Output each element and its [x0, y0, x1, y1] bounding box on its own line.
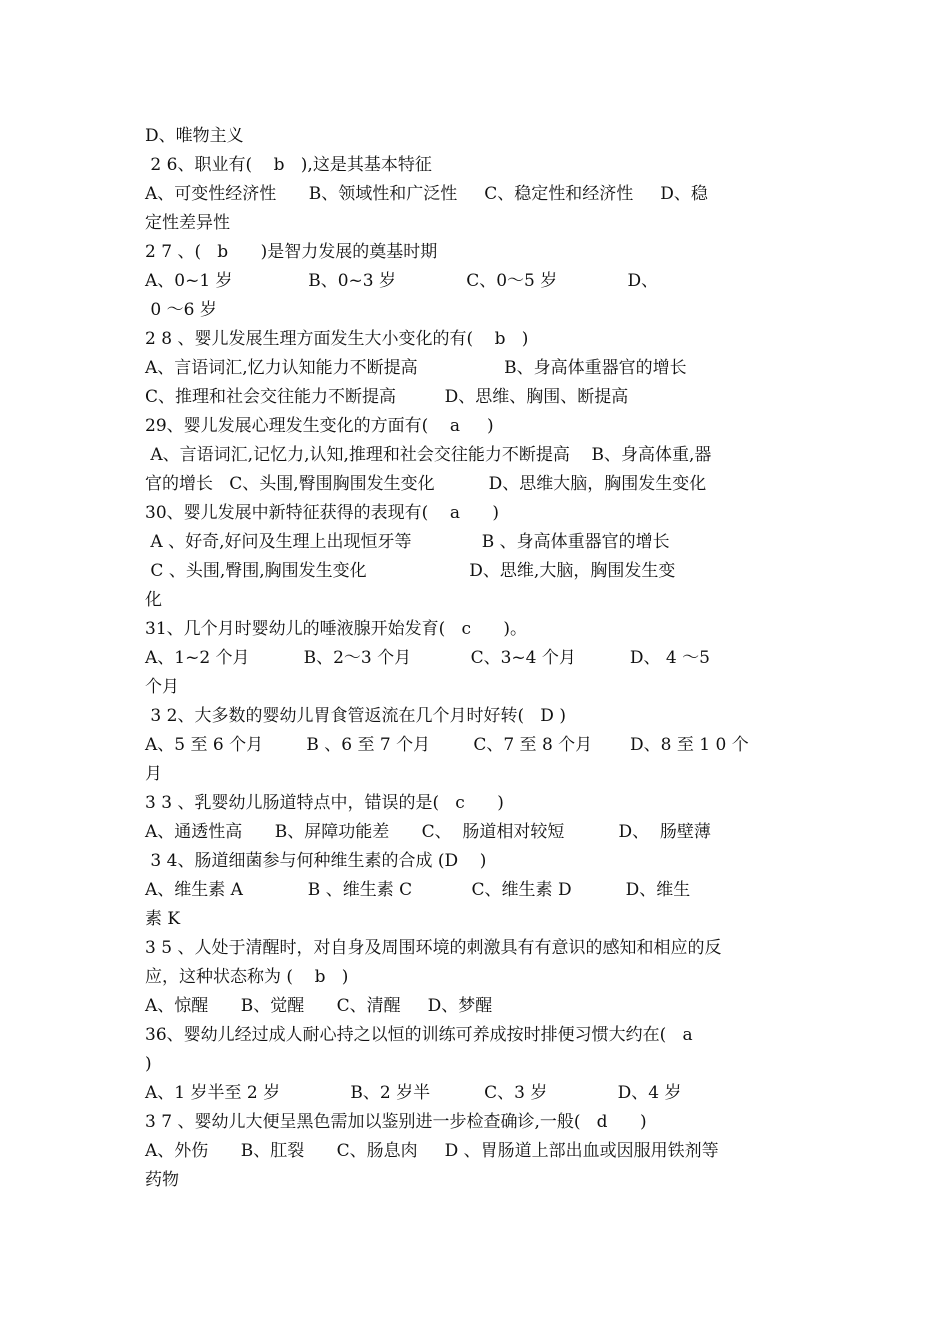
text-line: A、言语词汇,忆力认知能力不断提高 B、身高体重器官的增长 [145, 358, 687, 378]
text-line: A、5 至 6 个月 B 、6 至 7 个月 C、7 至 8 个月 D、8 至 1 0 个 [145, 735, 749, 755]
text-line: C 、头围,臀围,胸围发生变化 D、思维,大脑，胸围发生变 [145, 561, 676, 581]
text-line: 3 3 、乳婴幼儿肠道特点中，错误的是( c ) [145, 793, 504, 813]
text-line: A、0~1 岁 B、0~3 岁 C、0～5 岁 D、 [145, 271, 659, 291]
text-line: 3 4、肠道细菌参与何种维生素的合成 (D ) [145, 851, 487, 871]
text-line: A 、好奇,好问及生理上出现恒牙等 B 、身高体重器官的增长 [145, 532, 670, 552]
text-line: 应，这种状态称为 ( b ) [145, 967, 349, 987]
text-line: ) [145, 1054, 152, 1074]
text-line: 0 ～6 岁 [145, 300, 217, 320]
text-line: 官的增长 C、头围,臀围胸围发生变化 D、思维大脑，胸围发生变化 [145, 474, 707, 494]
text-line: 化 [145, 590, 162, 610]
text-line: 个月 [145, 677, 179, 697]
text-line: A、通透性高 B、屏障功能差 C、 肠道相对较短 D、 肠壁薄 [145, 822, 711, 842]
text-line: 月 [145, 764, 162, 784]
text-line: 3 5 、人处于清醒时，对自身及周围环境的刺激具有有意识的感知和相应的反 [145, 938, 722, 958]
text-line: 3 7 、婴幼儿大便呈黑色需加以鉴别进一步检查确诊,一般( d ) [145, 1112, 647, 1132]
text-line: 素 K [145, 909, 181, 929]
text-line: 2 8 、婴儿发展生理方面发生大小变化的有( b ) [145, 329, 529, 349]
text-line: 2 7 、( b )是智力发展的奠基时期 [145, 242, 438, 262]
text-line: 31、几个月时婴幼儿的唾液腺开始发育( c )。 [145, 619, 528, 639]
text-line: C、推理和社会交往能力不断提高 D、思维、胸围、断提高 [145, 387, 629, 407]
text-line: 30、婴儿发展中新特征获得的表现有( a ) [145, 503, 500, 523]
text-line: A、1~2 个月 B、2～3 个月 C、3~4 个月 D、 4 ～5 [145, 648, 710, 668]
text-line: A、维生素 A B 、维生素 C C、维生素 D D、维生 [145, 880, 691, 900]
text-line: D、唯物主义 [145, 126, 244, 146]
document-page [145, 122, 810, 1195]
text-line: 3 2、大多数的婴幼儿胃食管返流在几个月时好转( D ) [145, 706, 566, 726]
text-line: A、可变性经济性 B、领域性和广泛性 C、稳定性和经济性 D、稳 [145, 184, 708, 204]
text-line: A、言语词汇,记忆力,认知,推理和社会交往能力不断提高 B、身高体重,器 [145, 445, 712, 465]
text-line: A、1 岁半至 2 岁 B、2 岁半 C、3 岁 D、4 岁 [145, 1083, 682, 1103]
text-line: 定性差异性 [145, 213, 230, 233]
text-line: A、惊醒 B、觉醒 C、清醒 D、梦醒 [145, 996, 493, 1016]
text-line: 29、婴儿发展心理发生变化的方面有( a ) [145, 416, 494, 436]
text-line: 36、婴幼儿经过成人耐心持之以恒的训练可养成按时排便习惯大约在( a [145, 1025, 693, 1045]
text-line: 药物 [145, 1170, 179, 1190]
text-line: A、外伤 B、肛裂 C、肠息肉 D 、胃肠道上部出血或因服用铁剂等 [145, 1141, 719, 1161]
text-line: 2 6、职业有( b ),这是其基本特征 [145, 155, 432, 175]
